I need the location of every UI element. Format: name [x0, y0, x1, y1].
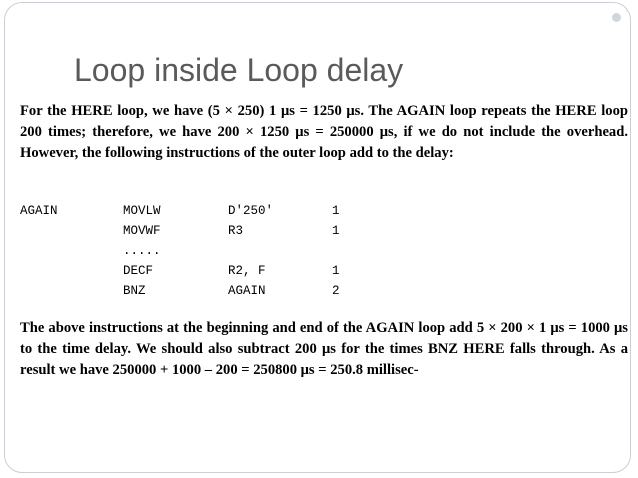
- code-label: AGAIN: [20, 204, 58, 218]
- code-operand: R3: [228, 224, 244, 238]
- code-label: [20, 264, 123, 284]
- code-mnemonic: MOVWF: [123, 224, 161, 238]
- code-cycles: 1: [332, 264, 340, 278]
- code-row: [20, 264, 352, 284]
- code-mnemonic: .....: [123, 244, 161, 258]
- code-mnemonic: BNZ: [123, 284, 146, 298]
- code-row: [20, 204, 352, 224]
- code-cycles: 1: [332, 224, 340, 238]
- code-label: [20, 244, 123, 264]
- code-mnemonic: DECF: [123, 264, 154, 278]
- code-row: [20, 284, 352, 304]
- paragraph-result: The above instructions at the beginning and end of the AGAIN loop add 5 × 200 × 1 μs = 1000 μs to the time delay. We should also subtract 200 μs for the times BNZ HERE falls through. As a result we have 250000 + 1000 – 200 = 250800 μs = 250.8 millisec-: [20, 320, 628, 379]
- code-listing: [20, 204, 352, 304]
- code-label: [20, 224, 123, 244]
- code-operand: D'250': [228, 204, 274, 218]
- paragraph-here-loop: For the HERE loop, we have (5 × 250) 1 μs = 1250 μs. The AGAIN loop repeats the HERE loop 200 times; therefore, we have 200 × 1250 μs = 250000 μs, if we do not include the overhead. However, the following instructions of the outer loop add to the delay:: [20, 103, 628, 162]
- code-cycles: 1: [332, 204, 340, 218]
- code-operand: [228, 244, 332, 264]
- code-row: [20, 244, 352, 264]
- corner-dot-decoration: [612, 13, 621, 22]
- code-row: [20, 224, 352, 244]
- code-cycles: 2: [332, 284, 340, 298]
- code-operand: AGAIN: [228, 284, 266, 298]
- code-mnemonic: MOVLW: [123, 204, 161, 218]
- code-cycles: [332, 244, 352, 264]
- code-operand: R2, F: [228, 264, 266, 278]
- slide-title: Loop inside Loop delay: [74, 52, 404, 88]
- code-label: [20, 284, 123, 304]
